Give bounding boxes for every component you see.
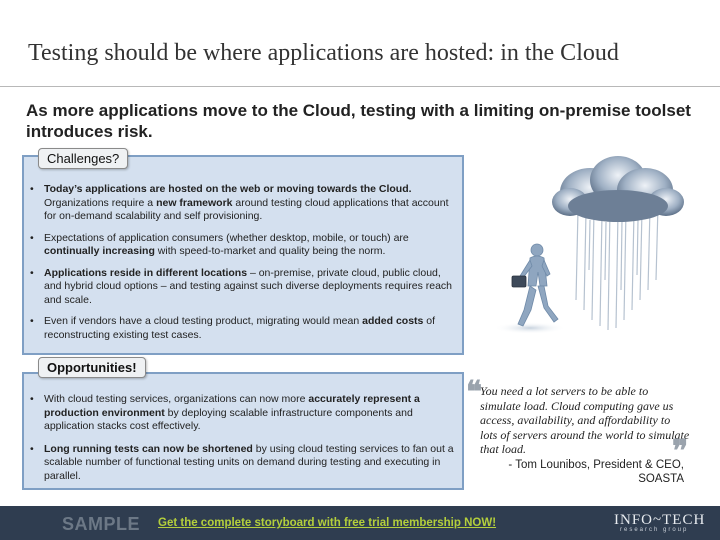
footer-bar — [0, 506, 720, 540]
bullet-item — [28, 232, 458, 259]
businessman-rain-cloud-icon — [490, 150, 712, 340]
bullet-emphasis: new framework — [156, 196, 233, 209]
footer-sample-label: SAMPLE — [62, 514, 141, 534]
bullet-emphasis: accurately represent a production environment — [44, 393, 420, 419]
opportunities-label: Opportunities! — [38, 357, 146, 378]
opportunities-list — [28, 393, 458, 492]
slide-subtitle: As more applications move to the Cloud, testing with a limiting on-premise toolset introduces risk. — [26, 101, 691, 141]
bullet-text: of reconstructing existing test cases. — [44, 315, 436, 341]
businessman-icon — [512, 244, 558, 326]
cloud-icon — [552, 156, 684, 222]
bullet-text: Organizations require a — [44, 196, 157, 209]
quote-attribution-line1: - Tom Lounibos, President & CEO, — [508, 459, 684, 471]
bullet-emphasis: Long running tests can now be shortened — [44, 442, 253, 455]
quote-text: You need a lot servers to be able to simulate load. Cloud computing gave us access, availability, and affordability to lots of servers around the world to simulate that load. — [480, 384, 690, 456]
bullet-text: with speed-to-market and quality being the norm. — [154, 245, 386, 257]
bullet-text: Even if vendors have a cloud testing product, migrating would mean — [44, 315, 363, 327]
bullet-text: by using cloud testing services to fan out a scalable number of functional testing units on demand during testing and executing in parallel. — [44, 442, 454, 482]
bullet-dot-icon: • — [30, 183, 34, 195]
title-divider — [0, 86, 720, 87]
quote-close-icon: ❞ — [672, 435, 689, 468]
bullet-emphasis: Applications reside in different locations — [44, 266, 248, 279]
trial-membership-link[interactable]: Get the complete storyboard with free trial membership NOW! — [158, 517, 497, 529]
bullet-emphasis: Today’s applications are hosted on the web or moving towards the Cloud. — [44, 183, 412, 195]
rain-icon — [576, 206, 658, 330]
bullet-item — [28, 315, 458, 342]
challenges-list — [28, 183, 458, 350]
quote-attribution-line2: SOASTA — [638, 473, 684, 485]
bullet-text: by deploying scalable infrastructure components and application stacks cost effectively. — [44, 406, 413, 432]
quote-attribution — [470, 458, 684, 486]
logo-tagline: research group — [620, 527, 689, 533]
bullet-emphasis: added costs — [362, 315, 424, 327]
bullet-dot-icon: • — [30, 231, 34, 244]
slide-title: Testing should be where applications are hosted: in the Cloud — [28, 40, 619, 66]
bullet-text: around testing cloud applications that account for on-demand scalability and self provisioning. — [44, 196, 449, 222]
bullet-text: With cloud testing services, organizations can now more — [44, 393, 309, 405]
bullet-dot-icon: • — [30, 442, 34, 455]
bullet-item — [28, 267, 458, 308]
bullet-dot-icon: • — [30, 393, 34, 405]
challenges-label: Challenges? — [38, 148, 128, 169]
bullet-text: – on-premise, private cloud, public cloud, and hybrid cloud options – and testing against such diverse deployments requires reach and scale. — [44, 266, 452, 306]
bullet-item — [28, 443, 458, 484]
bullet-item — [28, 393, 458, 434]
bullet-item — [28, 183, 458, 224]
bullet-dot-icon: • — [30, 266, 34, 279]
quote-open-icon: ❝ — [466, 376, 483, 409]
bullet-emphasis: continually increasing — [44, 245, 155, 257]
info-tech-logo — [614, 512, 704, 533]
bullet-dot-icon: • — [30, 315, 34, 327]
logo-wordmark: INFO~TECH — [614, 512, 706, 528]
bullet-text: Expectations of application consumers (whether desktop, mobile, or touch) are — [44, 231, 409, 244]
